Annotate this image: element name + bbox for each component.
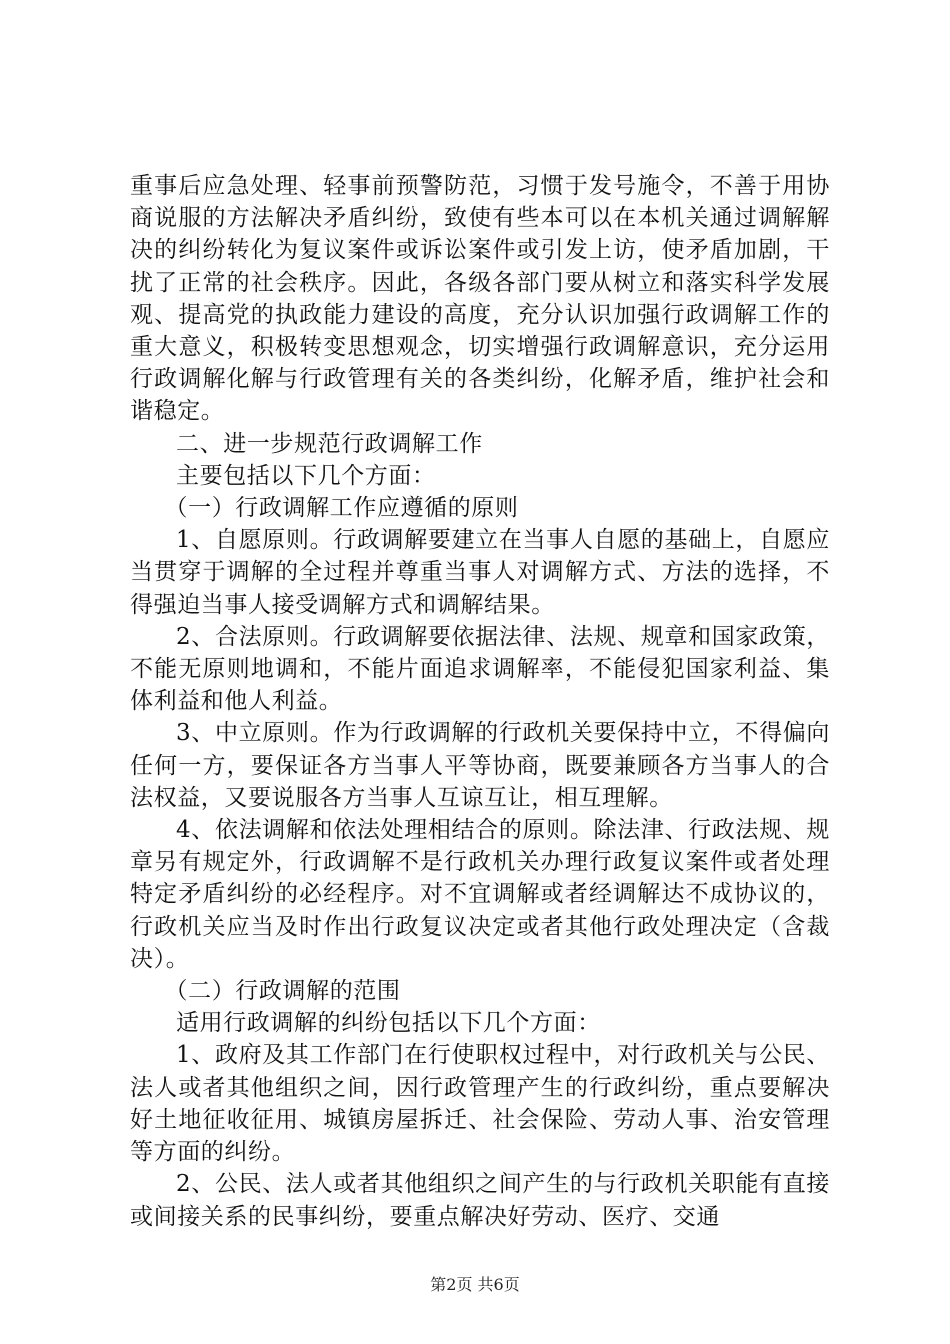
paragraph: 适用行政调解的纠纷包括以下几个方面： <box>176 1010 601 1037</box>
paragraph: 2、合法原则。行政调解要依据法律、法规、规章和国家政策，不能无原则地调和，不能片面追求调解率，不能侵犯国家利益、集体利益和他人利益。 <box>130 623 830 715</box>
paragraph: 3、中立原则。作为行政调解的行政机关要保持中立，不得偏向任何一方，要保证各方当事人平等协商，既要兼顾各方当事人的合法权益，又要说服各方当事人互谅互让，相互理解。 <box>130 720 830 811</box>
subsection-heading: （二）行政调解的范围 <box>164 978 401 1005</box>
document-body <box>130 170 830 1233</box>
paragraph: 1、政府及其工作部门在行使职权过程中，对行政机关与公民、法人或者其他组织之间，因行政管理产生的行政纠纷，重点要解决好土地征收征用、城镇房屋拆迁、社会保险、劳动人事、治安管理等方面的纠纷。 <box>130 1042 830 1166</box>
paragraph: 4、依法调解和依法处理相结合的原则。除法津、行政法规、规章另有规定外，行政调解不是行政机关办理行政复议案件或者处理特定矛盾纠纷的必经程序。对不宜调解或者经调解达不成协议的，行政机关应当及时作出行政复议决定或者其他行政处理决定（含裁决）。 <box>130 817 830 972</box>
paragraph: 重事后应急处理、轻事前预警防范，习惯于发号施令，不善于用协商说服的方法解决矛盾纠纷，致使有些本可以在本机关通过调解解决的纠纷转化为复议案件或诉讼案件或引发上访，使矛盾加剧，干扰了正常的社会秩序。因此，各级各部门要从树立和落实科学发展观、提高党的执政能力建设的高度，充分认识加强行政调解工作的重大意义，积极转变思想观念，切实增强行政调解意识，充分运用行政调解化解与行政管理有关的各类纠纷，化解矛盾，维护社会和谐稳定。 <box>130 173 830 425</box>
paragraph: 主要包括以下几个方面： <box>176 462 436 489</box>
page-number: 第2页 共6页 <box>430 1275 520 1294</box>
paragraph: 2、公民、法人或者其他组织之间产生的与行政机关职能有直接或间接关系的民事纠纷，要重点解决好劳动、医疗、交通 <box>130 1171 830 1230</box>
section-heading: 二、进一步规范行政调解工作 <box>176 430 483 457</box>
paragraph: 1、自愿原则。行政调解要建立在当事人自愿的基础上，自愿应当贯穿于调解的全过程并尊重当事人对调解方式、方法的选择，不得强迫当事人接受调解方式和调解结果。 <box>130 527 830 618</box>
subsection-heading: （一）行政调解工作应遵循的原则 <box>164 495 519 522</box>
